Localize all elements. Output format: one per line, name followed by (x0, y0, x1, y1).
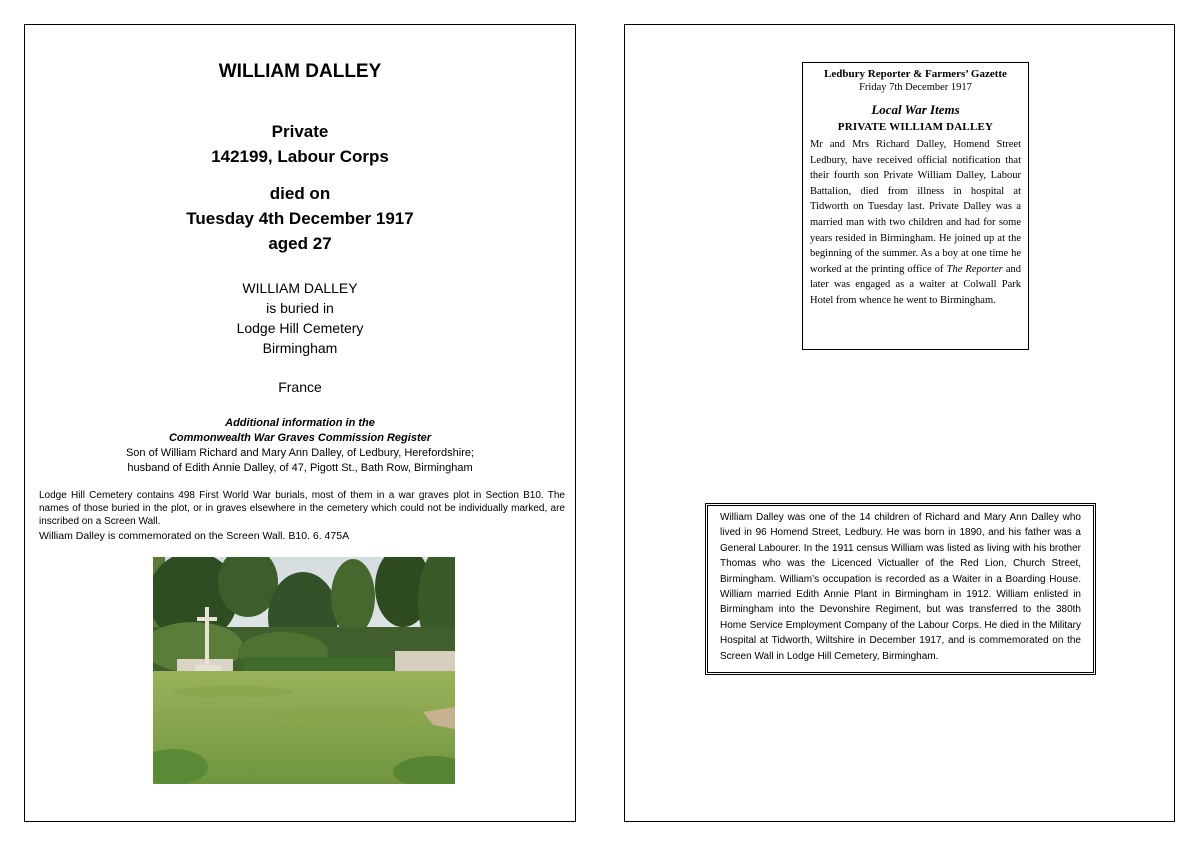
article-paper-title: The Reporter (946, 263, 1003, 275)
rank-block (25, 119, 575, 169)
article-text-part1: Mr and Mrs Richard Dalley, Homend Street Ledbury, have received official notification that their fourth son Private William Dalley, Labour Battalion, died from illness in hospital at Tidworth on Tuesday last. Private Dalley was a married man with two children and had for some years resided in Birmingham. He joined up at the beginning of the summer. As a boy at one time he worked at the printing office of (810, 139, 1021, 275)
newspaper-clipping (802, 62, 1029, 350)
age: aged 27 (268, 234, 332, 253)
cwgc-heading-line2: Commonwealth War Graves Commission Register (168, 432, 432, 444)
cemetery-description (39, 489, 565, 543)
memorial-page-right (624, 24, 1175, 822)
memorial-page-left (24, 24, 576, 822)
biography-text: William Dalley was one of the 14 children of Richard and Mary Ann Dalley who lived in 96 Homend Street, Ledbury. He was born in 1890, and his father was a General Labourer. In the 1911 census William was listed as living with his brother Thomas who was the Licenced Victualler of the Red Lion, Church Street, Birmingham. William’s occupation is recorded as a Waiter in a Boarding House. William married Edith Annie Plant in Birmingham in 1912. William enlisted in Birmingham into the Devonshire Regiment, but was transferred to the 380th Home Service Employment Company of the Labour Corps. He died in the Military Hospital at Tidworth, Wiltshire in December 1917, and is commemorated on the Screen Wall in Lodge Hill Cemetery, Birmingham. (720, 512, 1081, 662)
newspaper-name: Ledbury Reporter & Farmers’ Gazette (824, 68, 1007, 80)
commemoration-reference: William Dalley is commemorated on the Screen Wall. B10. 6. 475A (39, 530, 350, 542)
death-block (25, 181, 575, 256)
cemetery-description-text: Lodge Hill Cemetery contains 498 First World War burials, most of them in a war graves plot in Section B10. The names of those buried in the plot, or in graves elsewhere in the cemetery which could not be individually marked, are inscribed on a Screen Wall. (39, 490, 565, 527)
burial-name: WILLIAM DALLEY (242, 280, 358, 296)
article-text-part2: and later was engaged as a waiter at Colwall Park Hotel from whence he went to Birmingham. (810, 263, 1021, 306)
died-label: died on (269, 184, 331, 203)
service-number-unit: 142199, Labour Corps (211, 147, 389, 166)
biography-box (705, 503, 1096, 675)
newspaper-date: Friday 7th December 1917 (859, 82, 972, 93)
newspaper-subheading: PRIVATE WILLIAM DALLEY (837, 121, 994, 133)
husband-info: husband of Edith Annie Dalley, of 47, Pigott St., Bath Row, Birmingham (127, 462, 473, 474)
soldier-name-title: WILLIAM DALLEY (218, 61, 382, 82)
cwgc-info-block (25, 416, 575, 476)
burial-is: is buried in (266, 300, 334, 316)
newspaper-heading: Local War Items (871, 102, 960, 117)
parents-info: Son of William Richard and Mary Ann Dalley, of Ledbury, Herefordshire; (125, 447, 475, 459)
death-date: Tuesday 4th December 1917 (186, 209, 414, 228)
rank: Private (271, 122, 329, 141)
country: France (278, 379, 322, 395)
newspaper-article (810, 137, 1021, 309)
burial-block (25, 278, 575, 358)
cemetery-city: Birmingham (262, 340, 338, 356)
cemetery-photo (153, 557, 455, 784)
cwgc-heading-line1: Additional information in the (225, 417, 375, 429)
cemetery-name: Lodge Hill Cemetery (236, 320, 364, 336)
